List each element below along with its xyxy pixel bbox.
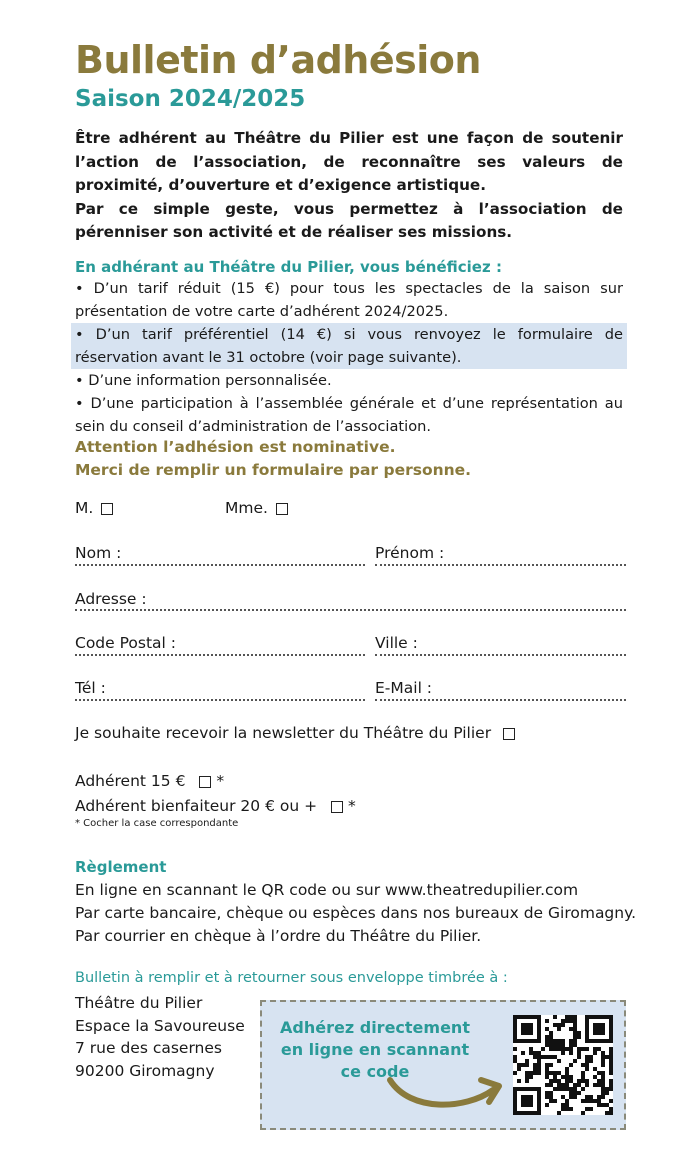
address-line: Théâtre du Pilier <box>75 994 203 1012</box>
reglement-line: Par courrier en chèque à l’ordre du Théâtre du Pilier. <box>75 927 482 945</box>
page-title: Bulletin d’adhésion <box>75 38 481 82</box>
tel-field[interactable] <box>75 699 365 701</box>
benefit-item: • D’un tarif réduit (15 €) pour tous les spectacles de la saison sur présentation de votre carte d’adhérent 2024/2025. <box>75 280 623 320</box>
ville-field[interactable] <box>375 654 626 656</box>
address-line: Espace la Savoureuse <box>75 1016 245 1035</box>
code-postal-field[interactable] <box>75 654 365 656</box>
nom-field[interactable] <box>75 564 365 566</box>
newsletter-option <box>75 724 515 742</box>
adresse-label: Adresse : <box>75 590 147 608</box>
civility-mme-checkbox[interactable] <box>276 503 288 515</box>
reglement-heading: Règlement <box>75 858 167 876</box>
benefit-item: • D’une information personnalisée. <box>75 372 332 389</box>
checkbox-note: * Cocher la case correspondante <box>75 818 239 829</box>
postal-address <box>75 992 245 1082</box>
code-postal-label: Code Postal : <box>75 634 176 652</box>
adresse-field[interactable] <box>75 609 626 611</box>
ville-label: Ville : <box>375 634 418 652</box>
email-label: E-Mail : <box>375 679 433 697</box>
reglement-line: Par carte bancaire, chèque ou espèces dans nos bureaux de Giromagny. <box>75 904 636 922</box>
benefit-item: • D’une participation à l’assemblée générale et d’une représentation au sein du conseil d’administration de l’association. <box>75 395 623 435</box>
civility-m-checkbox[interactable] <box>101 503 113 515</box>
adherent-asterisk: * <box>216 772 225 790</box>
curved-arrow-icon <box>385 1072 505 1112</box>
season-subtitle: Saison 2024/2025 <box>75 86 306 112</box>
bienfaiteur-checkbox[interactable] <box>331 801 343 813</box>
benefits-heading: En adhérant au Théâtre du Pilier, vous bénéficiez : <box>75 258 502 276</box>
intro-paragraph-2: Par ce simple geste, vous permettez à l’association de pérenniser son activité et de réaliser ses missions. <box>75 199 623 241</box>
benefit-item-highlighted: • D’un tarif préférentiel (14 €) si vous renvoyez le formulaire de réservation avant le 31 octobre (voir page suivante). <box>71 323 627 369</box>
bienfaiteur-option <box>75 797 356 815</box>
bienfaiteur-label: Adhérent bienfaiteur 20 € ou + <box>75 797 318 815</box>
adherent-checkbox[interactable] <box>199 776 211 788</box>
adherent-option <box>75 772 224 790</box>
civility-mme <box>225 499 288 517</box>
attention-line-2: Merci de remplir un formulaire par personne. <box>75 461 472 479</box>
qr-panel-text: Adhérez directement en ligne en scannant ce code <box>280 1018 470 1081</box>
prenom-label: Prénom : <box>375 544 445 562</box>
newsletter-label: Je souhaite recevoir la newsletter du Théâtre du Pilier <box>75 724 492 742</box>
civility-mme-label: Mme. <box>225 499 268 517</box>
attention-line-1: Attention l’adhésion est nominative. <box>75 438 396 456</box>
prenom-field[interactable] <box>375 564 626 566</box>
bienfaiteur-asterisk: * <box>348 797 356 815</box>
address-line: 90200 Giromagny <box>75 1061 215 1080</box>
reglement-line: En ligne en scannant le QR code ou sur www.theatredupilier.com <box>75 881 579 899</box>
tel-label: Tél : <box>75 679 106 697</box>
adherent-label: Adhérent 15 € <box>75 772 186 790</box>
retour-heading: Bulletin à remplir et à retourner sous enveloppe timbrée à : <box>75 970 508 986</box>
email-field[interactable] <box>375 699 626 701</box>
qr-code-icon[interactable] <box>513 1015 613 1115</box>
reglement-lines <box>75 879 636 948</box>
civility-m-label: M. <box>75 499 94 517</box>
attention-notice <box>75 436 471 482</box>
address-line: 7 rue des casernes <box>75 1039 222 1057</box>
intro-paragraph-1: Être adhérent au Théâtre du Pilier est une façon de soutenir l’action de l’association, de reconnaître ses valeurs de proximité, d’ouverture et d’exigence artistique. <box>75 129 623 194</box>
civility-m <box>75 499 113 517</box>
benefits-list <box>75 277 623 438</box>
newsletter-checkbox[interactable] <box>503 728 515 740</box>
nom-label: Nom : <box>75 544 122 562</box>
intro-text <box>75 127 623 245</box>
